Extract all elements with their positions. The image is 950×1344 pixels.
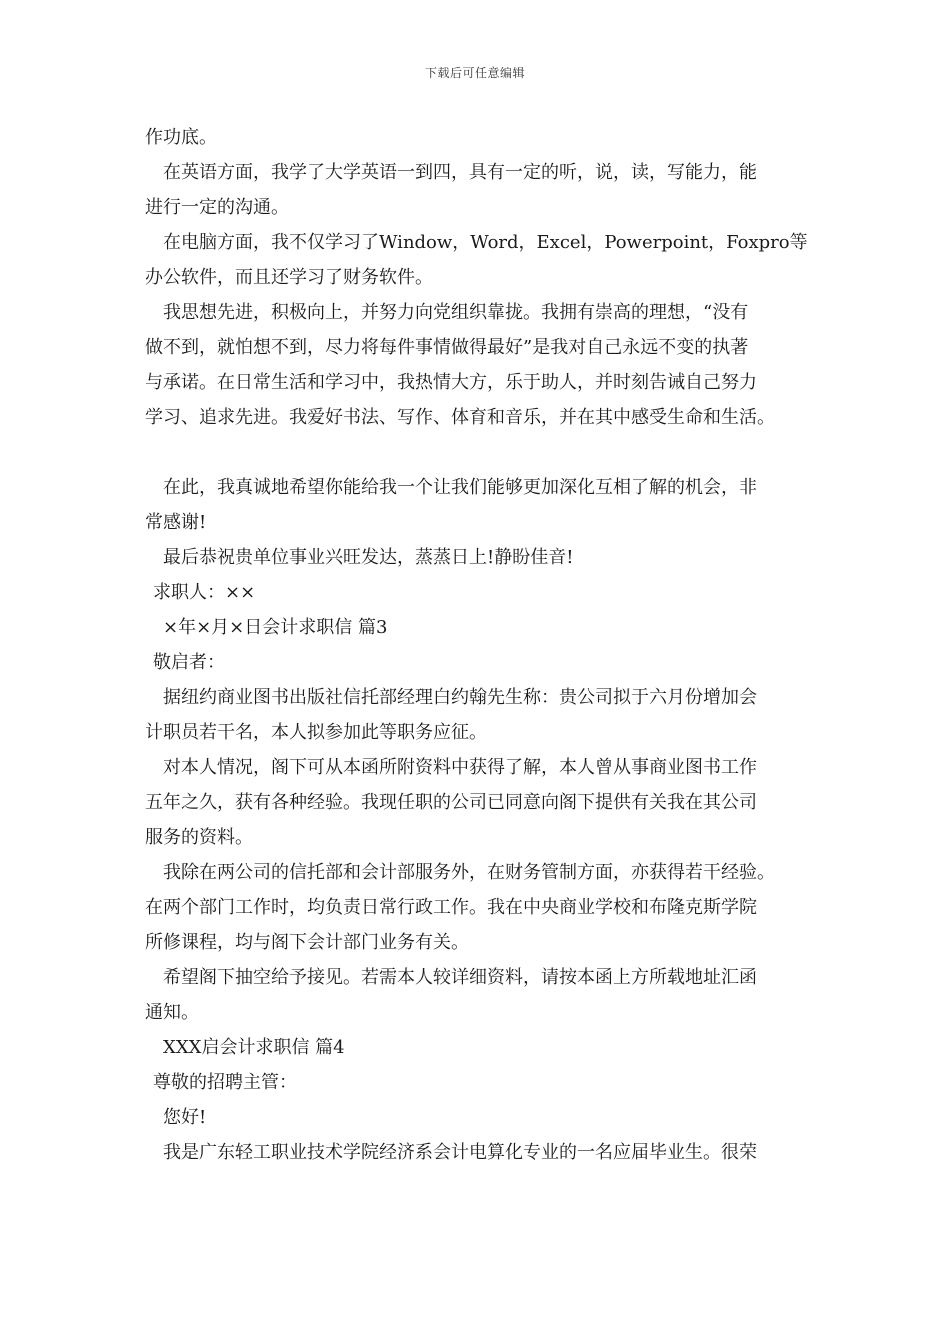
- greeting: 您好!: [163, 1107, 207, 1128]
- text-line: 最后恭祝贵单位事业兴旺发达，蒸蒸日上!静盼佳音!: [163, 547, 574, 568]
- salutation: 尊敬的招聘主管：: [153, 1072, 297, 1093]
- salutation: 敬启者：: [153, 652, 225, 673]
- text-line: 我是广东轻工职业技术学院经济系会计电算化专业的一名应届毕业生。很荣: [163, 1142, 757, 1163]
- page-header: 下载后可任意编辑: [424, 66, 525, 80]
- text-line: 服务的资料。: [145, 827, 253, 848]
- text-line: 我思想先进，积极向上，并努力向党组织靠拢。我拥有崇高的理想，“没有: [163, 302, 749, 323]
- text-line: 与承诺。在日常生活和学习中，我热情大方，乐于助人，并时刻告诫自己努力: [145, 372, 757, 393]
- letter-body: [145, 120, 810, 1170]
- text-line: 进行一定的沟通。: [145, 197, 289, 218]
- text-line: 计职员若干名，本人拟参加此等职务应征。: [145, 722, 487, 743]
- signature-line: 求职人：××: [153, 582, 256, 603]
- text-line: 希望阁下抽空给予接见。若需本人较详细资料，请按本函上方所载地址汇函: [163, 967, 757, 988]
- text-line: 办公软件，而且还学习了财务软件。: [145, 267, 433, 288]
- text-line: 常感谢!: [145, 512, 207, 533]
- text-line: 在两个部门工作时，均负责日常行政工作。我在中央商业学校和布隆克斯学院: [145, 897, 757, 918]
- text-line: 所修课程，均与阁下会计部门业务有关。: [145, 932, 469, 953]
- text-line: 在此，我真诚地希望你能给我一个让我们能够更加深化互相了解的机会，非: [163, 477, 757, 498]
- paragraph-spacer: [145, 435, 810, 470]
- text-line: 据纽约商业图书出版社信托部经理白约翰先生称：贵公司拟于六月份增加会: [163, 687, 757, 708]
- section-title: ×年×月×日会计求职信 篇3: [163, 617, 388, 638]
- text-line: 我除在两公司的信托部和会计部服务外，在财务管制方面，亦获得若干经验。: [163, 862, 775, 883]
- text-line: 五年之久，获有各种经验。我现任职的公司已同意向阁下提供有关我在其公司: [145, 792, 757, 813]
- text-line: 作功底。: [145, 127, 217, 148]
- text-line: 通知。: [145, 1002, 199, 1023]
- text-line: 在电脑方面，我不仅学习了Window，Word，Excel，Powerpoint，Foxpro等: [163, 232, 808, 253]
- section-title: XXX启会计求职信 篇4: [163, 1037, 345, 1058]
- text-line: 学习、追求先进。我爱好书法、写作、体育和音乐，并在其中感受生命和生活。: [145, 407, 775, 428]
- text-line: 做不到，就怕想不到，尽力将每件事情做得最好”是我对自己永远不变的执著: [145, 337, 749, 358]
- text-line: 对本人情况，阁下可从本函所附资料中获得了解，本人曾从事商业图书工作: [163, 757, 757, 778]
- text-line: 在英语方面，我学了大学英语一到四，具有一定的听，说，读，写能力，能: [163, 162, 757, 183]
